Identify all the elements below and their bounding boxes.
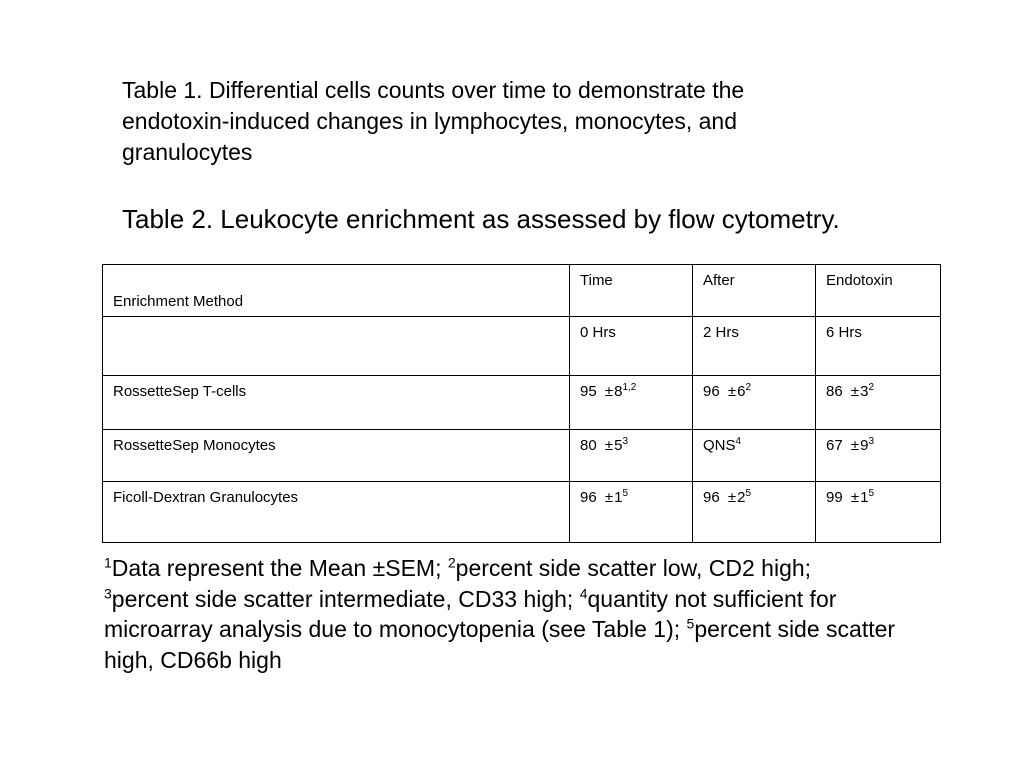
footnote-ref: 4 [735,436,742,447]
table-footnotes [104,553,904,675]
footnote-mark: 3 [104,584,112,601]
subheader-0-hrs: 0 Hrs [570,317,693,376]
row-method: RossetteSep Monocytes [103,430,570,482]
table-cell [816,430,941,482]
header-after: After [693,265,816,317]
footnote-ref: 3 [622,436,628,447]
footnote-ref: 3 [868,436,874,447]
footnote-text: percent side scatter low, CD2 high; [455,555,812,581]
cell-value: QNS [703,437,736,454]
footnote-text: percent side scatter high, CD66b high [104,616,896,673]
subheader-empty-cell [103,317,570,376]
cell-value: 95 [580,383,597,400]
table-row [103,430,941,482]
footnote-ref: 2 [868,382,874,393]
cell-value: 96 [703,489,720,506]
footnote-ref: 5 [868,488,874,499]
cell-error: 5 [614,437,623,454]
footnote-text: Data represent the Mean ±SEM; [111,555,448,581]
cell-value: 67 [826,437,843,454]
header-endotoxin: Endotoxin [816,265,941,317]
table-cell [693,376,816,430]
cell-value: 99 [826,489,843,506]
footnote-mark: 2 [447,554,456,571]
plus-minus-symbol: ± [604,489,614,506]
table-header-row [103,265,941,317]
row-method: RossetteSep T-cells [103,376,570,430]
table-cell [570,482,693,543]
cell-value: 86 [826,383,843,400]
table2-caption: Table 2. Leukocyte enrichment as assessed by flow cytometry. [122,204,840,234]
footnote-ref: 5 [622,488,628,499]
footnote-ref: 1,2 [622,382,637,393]
cell-value: 96 [703,383,720,400]
table-cell [816,482,941,543]
table-cell [816,376,941,430]
table-cell [570,376,693,430]
cell-error: 6 [737,383,746,400]
cell-error: 2 [737,489,746,506]
table-cell [693,430,816,482]
footnote-text: quantity not sufficient for microarray analysis due to monocytopenia (see Table 1); [104,585,837,642]
cell-value: 96 [580,489,597,506]
footnote-ref: 2 [745,382,751,393]
table-row [103,482,941,543]
cell-error: 8 [614,383,623,400]
table1-caption: Table 1. Differential cells counts over time to demonstrate the endotoxin-induced changes in lymphocytes, monocytes, and granulocytes [122,77,745,165]
plus-minus-symbol: ± [604,437,614,454]
plus-minus-symbol: ± [850,489,860,506]
row-method: Ficoll-Dextran Granulocytes [103,482,570,543]
table-cell [570,430,693,482]
plus-minus-symbol: ± [727,383,737,400]
footnote-text: percent side scatter intermediate, CD33 high; [111,585,580,612]
subheader-2-hrs: 2 Hrs [693,317,816,376]
plus-minus-symbol: ± [850,383,860,400]
table-subheader-row [103,317,941,376]
header-enrichment-method-label: Enrichment Method [113,293,244,310]
cell-error: 1 [614,489,623,506]
table-cell [693,482,816,543]
cell-error: 1 [860,489,869,506]
header-time: Time [570,265,693,317]
leukocyte-enrichment-table [102,264,941,543]
cell-error: 9 [860,437,869,454]
footnote-ref: 5 [745,488,751,499]
plus-minus-symbol: ± [850,437,860,454]
cell-value: 80 [580,437,597,454]
header-enrichment-method [103,265,570,317]
footnote-mark: 4 [579,584,588,601]
plus-minus-symbol: ± [727,489,737,506]
plus-minus-symbol: ± [604,383,614,400]
footnote-mark: 1 [104,554,112,571]
table-row [103,376,941,430]
footnote-mark: 5 [686,615,695,632]
cell-error: 3 [860,383,869,400]
subheader-6-hrs: 6 Hrs [816,317,941,376]
